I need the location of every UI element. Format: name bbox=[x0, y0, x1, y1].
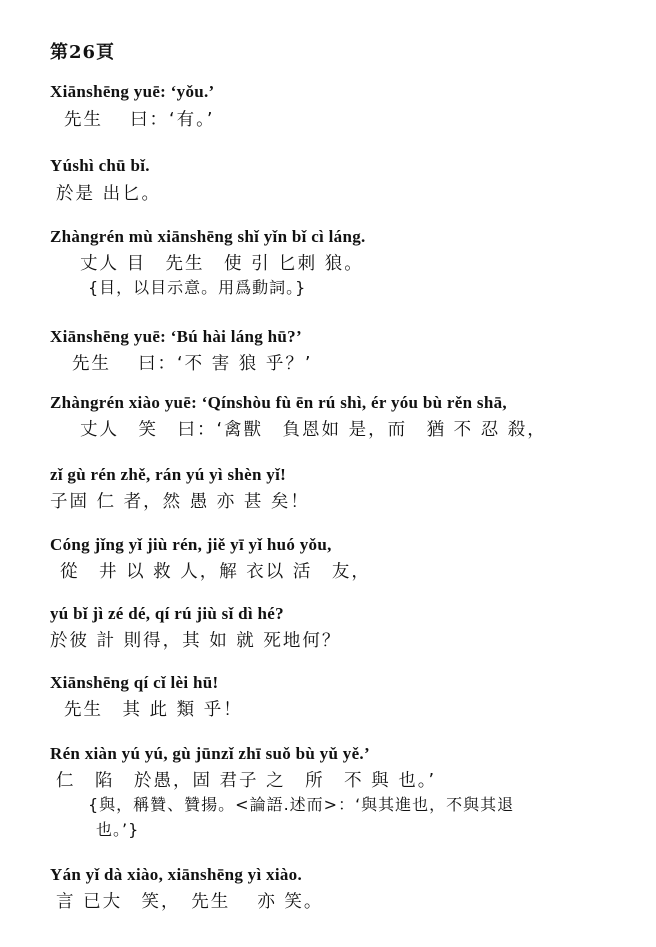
hanzi-line: 於是 出匕。 bbox=[56, 184, 162, 204]
pinyin-line: Xiānshēng qí cǐ lèi hū! bbox=[50, 673, 219, 692]
pinyin-line: Yúshì chū bǐ. bbox=[50, 156, 150, 175]
pinyin-line: zǐ gù rén zhě, rán yú yì shèn yǐ! bbox=[50, 465, 287, 484]
annotation-note-continued: 也。’} bbox=[96, 820, 140, 839]
hanzi-line: 先生 曰：‘有。’ bbox=[64, 110, 215, 130]
hanzi-line: 從 井 以 救 人，解 衣以 活 友， bbox=[60, 562, 371, 582]
pinyin-line: Rén xiàn yú yú, gù jūnzǐ zhī suǒ bù yǔ yě.’ bbox=[50, 744, 370, 763]
pinyin-line: Zhàngrén xiào yuē: ‘Qínshòu fù ēn rú shì, ér yóu bù rěn shā, bbox=[50, 393, 507, 412]
hanzi-line: 先生 曰：‘不 害 狼 乎？’ bbox=[72, 354, 313, 374]
pinyin-line: Xiānshēng yuē: ‘Bú hài láng hū?’ bbox=[50, 327, 302, 346]
hanzi-line: 言 已大 笑， 先生 亦 笑。 bbox=[56, 892, 324, 912]
hanzi-line: 丈人 目 先生 使 引 匕刺 狼。 bbox=[80, 254, 364, 274]
hanzi-line: 仁 陷 於愚，固 君子 之 所 不 與 也。’ bbox=[56, 771, 437, 791]
hanzi-line: 先生 其 此 類 乎！ bbox=[64, 700, 243, 720]
pinyin-line: Zhàngrén mù xiānshēng shǐ yǐn bǐ cì láng. bbox=[50, 227, 366, 246]
annotation-note: {與，稱贊、贊揚。<論語.述而>：‘與其進也，不與其退 bbox=[88, 795, 515, 814]
hanzi-line: 於彼 計 則得，其 如 就 死地何？ bbox=[50, 631, 342, 651]
pinyin-line: Xiānshēng yuē: ‘yǒu.’ bbox=[50, 82, 215, 101]
pinyin-line: Cóng jǐng yǐ jiù rén, jiě yī yǐ huó yǒu, bbox=[50, 535, 332, 554]
page-header: 第26頁 bbox=[50, 42, 116, 63]
annotation-note: {目，以目示意。用爲動詞。} bbox=[88, 278, 307, 297]
hanzi-line: 子固 仁 者，然 愚 亦 甚 矣！ bbox=[50, 492, 310, 512]
pinyin-line: yú bǐ jì zé dé, qí rú jiù sǐ dì hé? bbox=[50, 604, 284, 623]
pinyin-line: Yán yǐ dà xiào, xiānshēng yì xiào. bbox=[50, 865, 303, 884]
hanzi-line: 丈人 笑 曰：‘禽獸 負恩如 是，而 猶 不 忍 殺， bbox=[80, 420, 547, 440]
